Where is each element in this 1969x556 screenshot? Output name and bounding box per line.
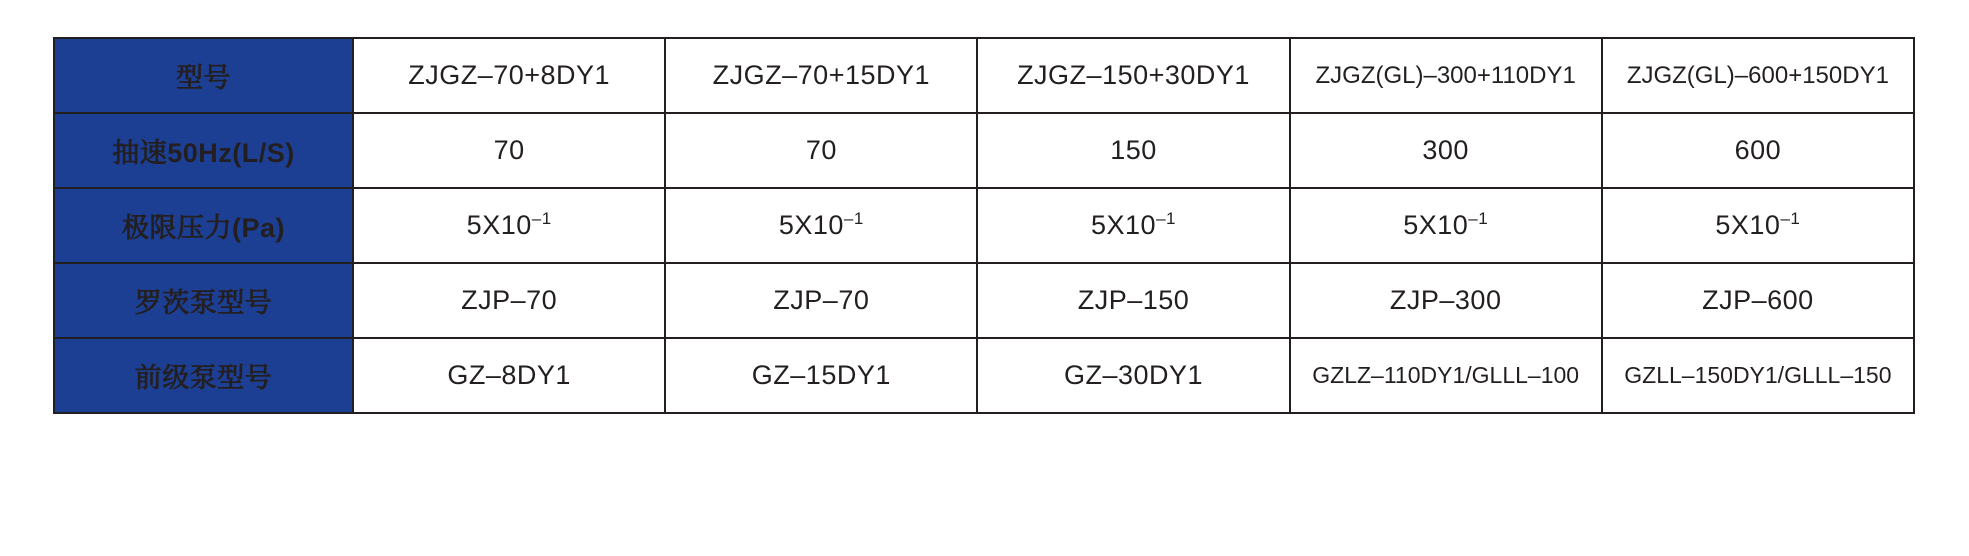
cell-base-value: 5X10 — [778, 210, 844, 240]
cell-base-value: 5X10 — [1715, 210, 1781, 240]
pump-specification-table — [53, 37, 1915, 414]
table-cell — [1602, 188, 1914, 263]
table-cell: GZLL–150DY1/GLLL–150 — [1602, 338, 1914, 413]
row-header-ultimate-pressure: 极限压力(Pa) — [54, 188, 353, 263]
table-cell: ZJGZ–70+15DY1 — [665, 38, 977, 113]
cell-exponent: –1 — [531, 209, 552, 228]
table-cell: GZ–15DY1 — [665, 338, 977, 413]
table-cell: 70 — [665, 113, 977, 188]
spec-table-container — [53, 37, 1915, 414]
table-body — [54, 38, 1914, 413]
cell-base-value: 5X10 — [1403, 210, 1469, 240]
cell-exponent: –1 — [1780, 209, 1801, 228]
table-cell: ZJGZ–70+8DY1 — [353, 38, 665, 113]
table-row — [54, 338, 1914, 413]
table-cell: ZJGZ(GL)–600+150DY1 — [1602, 38, 1914, 113]
table-cell: GZ–8DY1 — [353, 338, 665, 413]
table-cell: 300 — [1290, 113, 1602, 188]
cell-exponent: –1 — [1156, 209, 1176, 228]
table-cell — [977, 188, 1289, 263]
row-header-roots-pump-model: 罗茨泵型号 — [54, 263, 353, 338]
table-cell: GZLZ–110DY1/GLLL–100 — [1290, 338, 1602, 413]
table-row — [54, 188, 1914, 263]
cell-base-value: 5X10 — [466, 210, 532, 240]
row-header-backing-pump-model: 前级泵型号 — [54, 338, 353, 413]
table-cell — [665, 188, 977, 263]
table-cell: 600 — [1602, 113, 1914, 188]
table-row — [54, 113, 1914, 188]
table-cell: ZJP–150 — [977, 263, 1289, 338]
row-header-pumping-speed: 抽速50Hz(L/S) — [54, 113, 353, 188]
cell-exponent: –1 — [843, 209, 864, 228]
table-cell: ZJGZ(GL)–300+110DY1 — [1290, 38, 1602, 113]
cell-exponent: –1 — [1468, 209, 1489, 228]
table-cell: ZJP–70 — [353, 263, 665, 338]
cell-base-value: 5X10 — [1091, 210, 1157, 240]
table-row — [54, 38, 1914, 113]
table-cell — [353, 188, 665, 263]
table-cell: 70 — [353, 113, 665, 188]
table-row — [54, 263, 1914, 338]
row-header-model: 型号 — [54, 38, 353, 113]
table-cell: ZJP–300 — [1290, 263, 1602, 338]
table-cell: ZJP–70 — [665, 263, 977, 338]
table-cell: ZJP–600 — [1602, 263, 1914, 338]
table-cell — [1290, 188, 1602, 263]
table-cell: 150 — [977, 113, 1289, 188]
table-cell: ZJGZ–150+30DY1 — [977, 38, 1289, 113]
table-cell: GZ–30DY1 — [977, 338, 1289, 413]
